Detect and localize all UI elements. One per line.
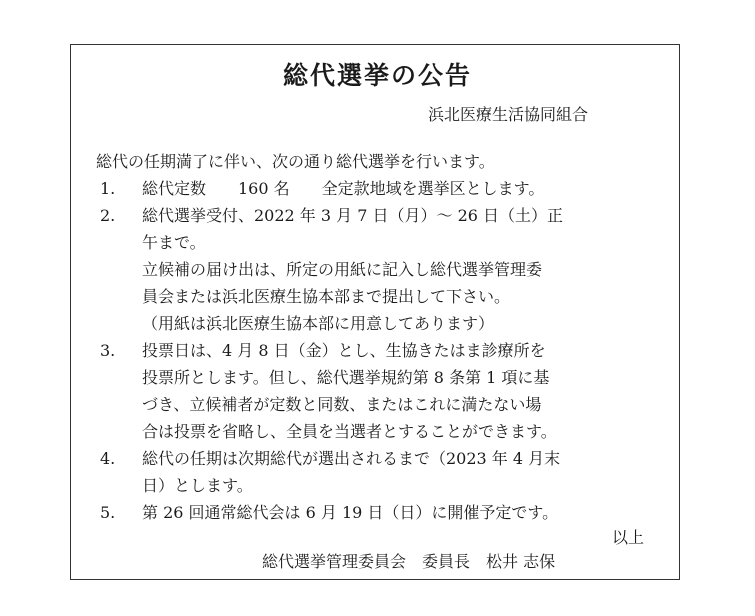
- item-number: 3.: [100, 341, 116, 360]
- item-number: 4.: [100, 449, 116, 468]
- item-line: 総代選挙受付、2022 年 3 月 7 日（月）～ 26 日（土）正: [142, 206, 564, 225]
- notice-title: 総代選挙の公告: [282, 61, 472, 90]
- item-line: 日）とします。: [142, 476, 253, 495]
- item-line: 立候補の届け出は、所定の用紙に記入し総代選挙管理委: [142, 260, 543, 279]
- item-text: [142, 175, 656, 202]
- list-item: [96, 499, 656, 526]
- item-line: づき、立候補者が定数と同数、またはこれに満たない場: [142, 395, 542, 414]
- list-item: [96, 445, 656, 499]
- notice-body: [96, 148, 656, 526]
- closing-text: 以上: [612, 528, 645, 547]
- item-number: 2.: [100, 206, 116, 225]
- item-text: [142, 499, 656, 526]
- item-text: [142, 202, 656, 337]
- item-line: 合は投票を省略し、全員を当選者とすることができます。: [142, 422, 557, 441]
- signature-line: 総代選挙管理委員会 委員長 松井 志保: [262, 552, 556, 571]
- item-number: 1.: [100, 179, 116, 198]
- item-line: 午まで。: [142, 233, 206, 252]
- list-item: [96, 337, 656, 445]
- item-text: [142, 337, 656, 445]
- item-line: 総代の任期は次期総代が選出されるまで（2023 年 4 月末: [142, 449, 561, 468]
- list-item: [96, 202, 656, 337]
- organization-name: 浜北医療生活協同組合: [428, 105, 589, 124]
- item-text: [142, 445, 656, 499]
- intro-text: 総代の任期満了に伴い、次の通り総代選挙を行います。: [96, 152, 495, 171]
- item-line: 員会または浜北医療生協本部まで提出して下さい。: [142, 287, 511, 306]
- item-line: 総代定数 160 名 全定款地域を選挙区とします。: [142, 179, 545, 198]
- item-line: 投票所とします。但し、総代選挙規約第 8 条第 1 項に基: [142, 368, 550, 387]
- item-line: （用紙は浜北医療生協本部に用意してあります）: [142, 314, 495, 333]
- list-item: [96, 175, 656, 202]
- item-line: 第 26 回通常総代会は 6 月 19 日（日）に開催予定です。: [142, 503, 559, 522]
- item-line: 投票日は、4 月 8 日（金）とし、生協きたはま診療所を: [142, 341, 546, 360]
- item-number: 5.: [100, 503, 116, 522]
